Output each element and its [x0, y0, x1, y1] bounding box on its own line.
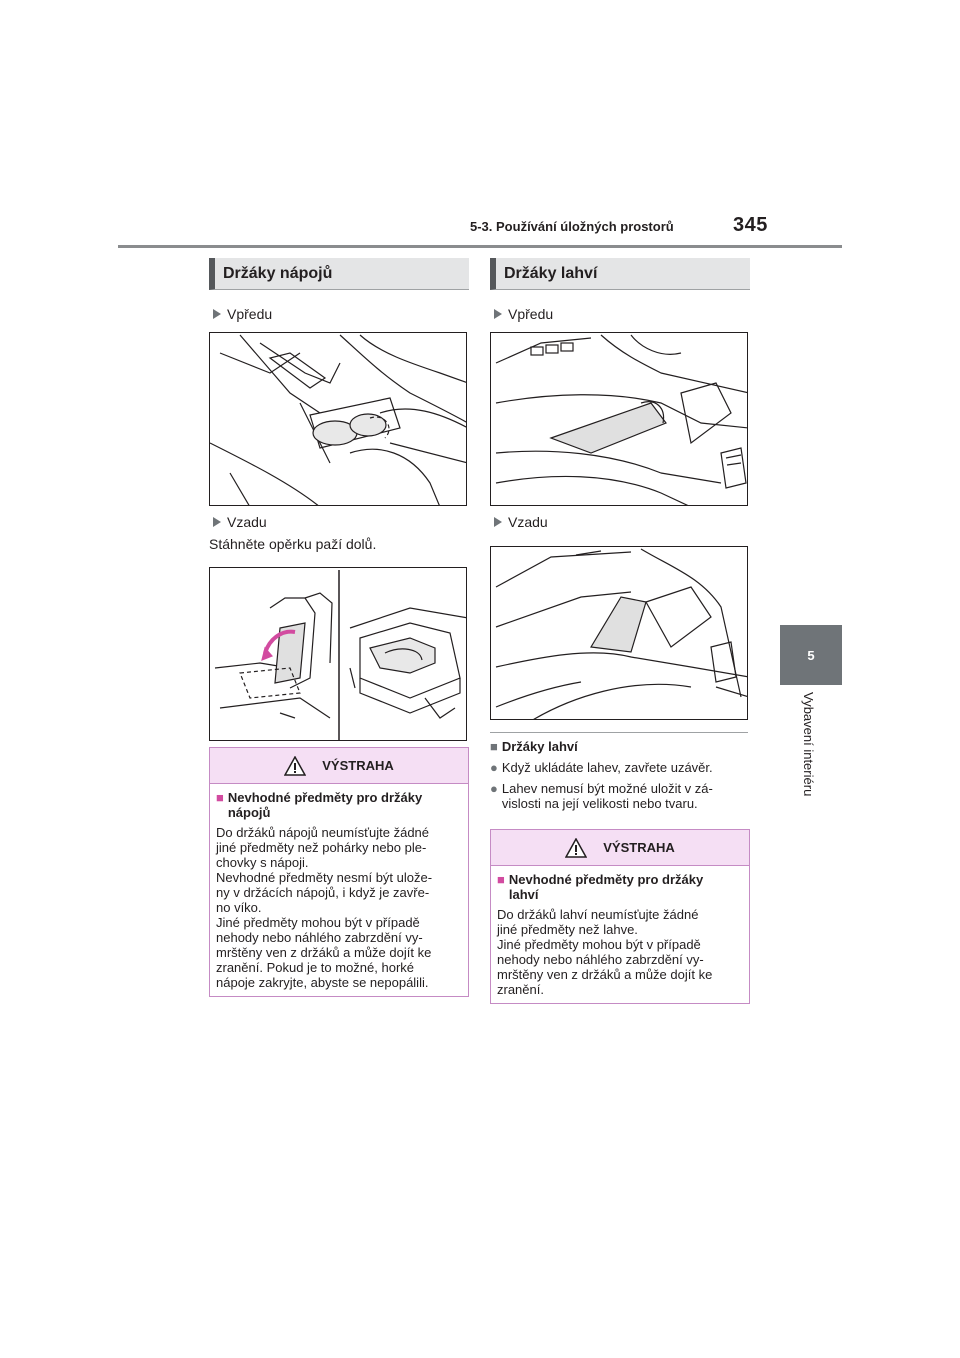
square-bullet-icon: ■: [490, 739, 498, 754]
warning-line: mrštěny ven z držáků a může dojít ke: [216, 945, 432, 960]
square-bullet-icon: ■: [497, 872, 505, 887]
warning-line: Jiné předměty mohou být v případě: [497, 937, 701, 952]
bottle-notes: [490, 739, 750, 811]
front-label-text: Vpředu: [508, 306, 554, 322]
warning-header: [210, 748, 468, 784]
front-label-text: Vpředu: [227, 306, 273, 322]
chapter-number: 5: [807, 647, 815, 663]
triangle-bullet-icon: [213, 309, 221, 319]
triangle-bullet-icon: [494, 309, 502, 319]
warning-body: [210, 784, 468, 996]
section-heading-cup-holders: Držáky nápojů: [209, 258, 469, 290]
rear-label: [494, 512, 750, 532]
warning-triangle-icon: [284, 756, 306, 776]
chapter-tab: [780, 625, 842, 685]
warning-line: Jiné předměty mohou být v případě: [216, 915, 420, 930]
header-divider: [118, 245, 842, 248]
note-divider: [490, 732, 748, 733]
warning-line: Nevhodné předměty nesmí být ulože-: [216, 870, 433, 885]
left-column: [209, 258, 469, 997]
rear-armrest-illustration: [209, 567, 467, 741]
front-bottle-holder-illustration: [490, 332, 748, 506]
square-bullet-icon: ■: [216, 790, 224, 805]
warning-box-cup-holders: [209, 747, 469, 997]
front-label: [494, 304, 750, 324]
right-column: [490, 258, 750, 1004]
warning-line: nápoje zakryjte, abyste se nepopálili.: [216, 975, 429, 990]
warning-title: VÝSTRAHA: [603, 840, 675, 855]
note-bullet: ● Lahev nemusí být možné uložit v zá- vislosti na její velikosti nebo tvaru.: [490, 781, 713, 811]
warning-line: Do držáků lahví neumísťujte žádné: [497, 907, 699, 922]
triangle-bullet-icon: [494, 517, 502, 527]
warning-line: nehody nebo náhlého zabrzdění vy-: [497, 952, 704, 967]
circle-bullet-icon: ●: [490, 760, 498, 775]
page-number: 345: [733, 214, 768, 236]
warning-triangle-icon: [565, 838, 587, 858]
warning-header: [491, 830, 749, 866]
header-section-title: 5-3. Používání úložných prostorů: [470, 219, 674, 234]
warning-line: ny v držácích nápojů, i když je zavře-: [216, 885, 430, 900]
rear-label-text: Vzadu: [508, 514, 548, 530]
front-label: [213, 304, 469, 324]
warning-line: zranění.: [497, 982, 544, 997]
warning-line: nehody nebo náhlého zabrzdění vy-: [216, 930, 423, 945]
rear-label: [213, 512, 469, 532]
warning-line: no víko.: [216, 900, 262, 915]
warning-item-title: ■ Nevhodné předměty pro držáky lahví: [497, 872, 704, 902]
circle-bullet-icon: ●: [490, 781, 498, 796]
rear-instruction: Stáhněte opěrku paží dolů.: [209, 536, 377, 552]
section-heading-bottle-holders: Držáky lahví: [490, 258, 750, 290]
warning-line: chovky s nápoji.: [216, 855, 309, 870]
warning-box-bottle-holders: [490, 829, 750, 1004]
warning-line: jiné předměty než pohárky nebo ple-: [216, 840, 427, 855]
note-title: ■ Držáky lahví: [490, 739, 578, 754]
triangle-bullet-icon: [213, 517, 221, 527]
warning-body: [491, 866, 749, 1003]
warning-line: Do držáků nápojů neumísťujte žádné: [216, 825, 430, 840]
warning-title: VÝSTRAHA: [322, 758, 394, 773]
chapter-label: Vybavení interiéru: [801, 692, 816, 797]
front-cup-holder-illustration: [209, 332, 467, 506]
rear-bottle-holder-illustration: [490, 546, 748, 720]
note-bullet: ● Když ukládáte lahev, zavřete uzávěr.: [490, 760, 713, 775]
warning-item-title: ■ Nevhodné předměty pro držáky nápojů: [216, 790, 423, 820]
rear-label-text: Vzadu: [227, 514, 267, 530]
warning-line: zranění. Pokud je to možné, horké: [216, 960, 415, 975]
warning-line: mrštěny ven z držáků a může dojít ke: [497, 967, 713, 982]
warning-line: jiné předměty než lahve.: [497, 922, 638, 937]
